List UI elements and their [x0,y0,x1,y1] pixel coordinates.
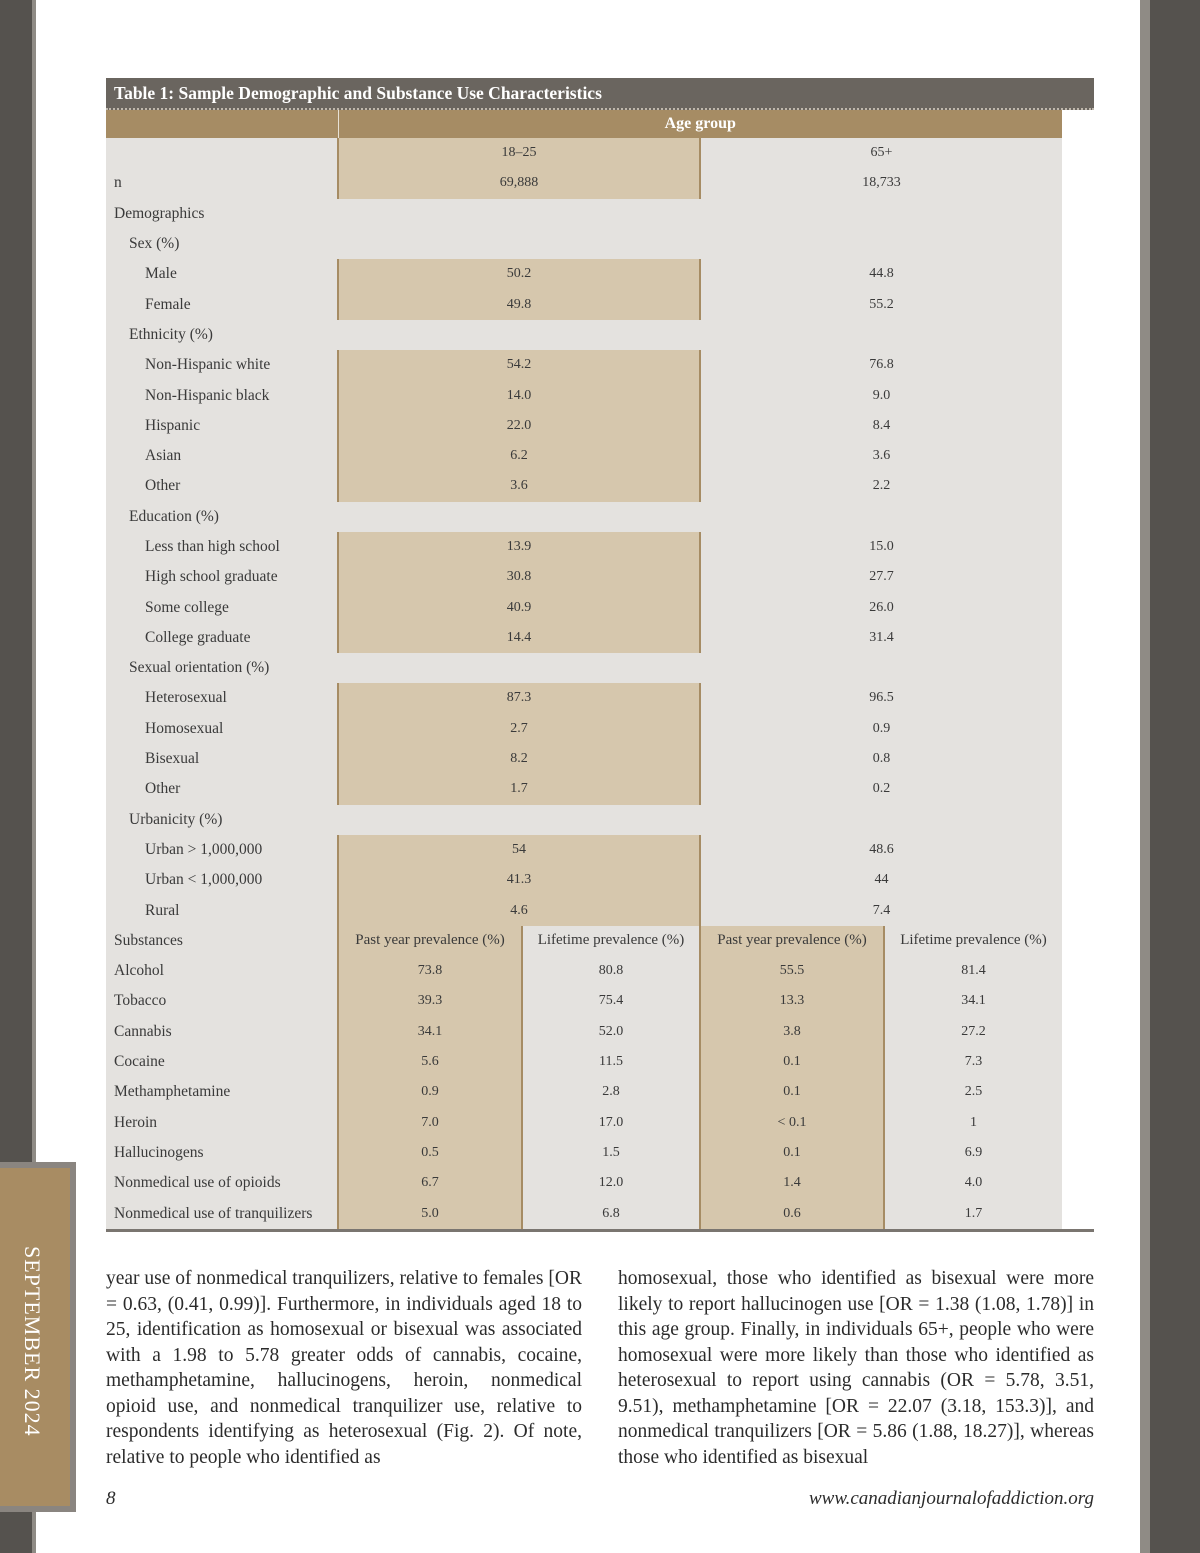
table-row [106,1198,1062,1228]
table-row [106,956,1062,986]
value: 81.4 [884,956,1062,986]
table-row [106,471,1062,501]
value: 7.0 [338,1108,522,1138]
table-row [106,441,1062,471]
value-65-plus: 8.4 [700,411,1062,441]
value-18-25: 8.2 [338,744,700,774]
section-sexual-orientation: Sexual orientation (%) [106,653,1062,683]
section-row [106,320,1062,350]
body-text-left: year use of nonmedical tranquilizers, relative to females [OR = 0.63, (0.41, 0.99)]. Furthermore, in individuals aged 18 to 25, identification as homosexual or bisexual was associated with a 1.98 to 5.78 greater odds of cannabis, cocaine, methamphetamine, hallucinogens, heroin, nonmedical opioid use, and nonmedical tranquilizer use, relative to respondents identifying as heterosexual (Fig. 2). Of note, relative to people who identified as [106,1268,582,1468]
header-past-year-65-plus: Past year prevalence (%) [700,926,884,956]
issue-date: SEPTEMBER 2024 [20,1246,45,1437]
value: 13.3 [700,986,884,1016]
value-18-25: 54 [338,835,700,865]
value-65-plus: 48.6 [700,835,1062,865]
substance-label: Heroin [106,1108,338,1138]
value: 0.5 [338,1138,522,1168]
value: 0.1 [700,1138,884,1168]
value: 12.0 [522,1168,700,1198]
value: 6.8 [522,1198,700,1228]
value-65-plus: 27.7 [700,562,1062,592]
table-row [106,380,1062,410]
value-65-plus: 55.2 [700,289,1062,319]
group-65-plus: 65+ [700,138,1062,168]
value-18-25: 40.9 [338,592,700,622]
value: 52.0 [522,1017,700,1047]
table-row [106,562,1062,592]
value: 6.7 [338,1168,522,1198]
table-row [106,986,1062,1016]
table-row [106,623,1062,653]
age-groups-row [106,138,1062,168]
value: 1.4 [700,1168,884,1198]
substance-label: Cocaine [106,1047,338,1077]
value-65-plus: 0.2 [700,774,1062,804]
row-label: Other [106,471,338,501]
table-title: Table 1: Sample Demographic and Substance Use Characteristics [106,78,1094,110]
value-65-plus: 2.2 [700,471,1062,501]
table-row [106,865,1062,895]
table-row [106,259,1062,289]
row-label: Non-Hispanic black [106,380,338,410]
value: 0.1 [700,1047,884,1077]
section-row [106,653,1062,683]
value: 11.5 [522,1047,700,1077]
row-label: Non-Hispanic white [106,350,338,380]
value-65-plus: 44 [700,865,1062,895]
value: 3.8 [700,1017,884,1047]
substances-label: Substances [106,926,338,956]
value: 2.5 [884,1077,1062,1107]
value-65-plus: 3.6 [700,441,1062,471]
body-text-right: homosexual, those who identified as bisexual were more likely to report hallucinogen use [OR = 1.38 (1.08, 1.78)] in this age group. Finally, in individuals 65+, people who were homosexual were more likely than those who identified as heterosexual to report using cannabis (OR = 5.78, 3.51, 9.51), methamphetamine [OR = 22.07 (3.18, 153.3)], and nonmedical tranquilizers [OR = 5.86 (1.88, 18.27)], whereas those who identified as bisexual [618,1268,1094,1468]
value: 2.8 [522,1077,700,1107]
value-18-25: 2.7 [338,714,700,744]
value-18-25: 22.0 [338,411,700,441]
value: 1.7 [884,1198,1062,1228]
table-row [106,744,1062,774]
value: < 0.1 [700,1108,884,1138]
value: 7.3 [884,1047,1062,1077]
table-row [106,532,1062,562]
row-label: Asian [106,441,338,471]
right-margin-stripe [1140,0,1150,1553]
table-row [106,835,1062,865]
value-65-plus: 9.0 [700,380,1062,410]
value: 80.8 [522,956,700,986]
value-18-25: 87.3 [338,683,700,713]
value: 4.0 [884,1168,1062,1198]
section-row [106,502,1062,532]
table-row [106,774,1062,804]
row-label: Urban > 1,000,000 [106,835,338,865]
table-row [106,895,1062,925]
substance-label: Cannabis [106,1017,338,1047]
header-lifetime-18-25: Lifetime prevalence (%) [522,926,700,956]
table-row [106,683,1062,713]
row-label: Female [106,289,338,319]
demographics-table [106,110,1062,1229]
value-18-25: 54.2 [338,350,700,380]
value-18-25: 49.8 [338,289,700,319]
row-label: Other [106,774,338,804]
value-65-plus: 26.0 [700,592,1062,622]
value: 1.5 [522,1138,700,1168]
value: 17.0 [522,1108,700,1138]
n-label: n [106,168,338,198]
substance-label: Methamphetamine [106,1077,338,1107]
n-row [106,168,1062,198]
value: 34.1 [338,1017,522,1047]
value-18-25: 50.2 [338,259,700,289]
row-label: Male [106,259,338,289]
value: 39.3 [338,986,522,1016]
n-18-25: 69,888 [338,168,700,198]
table-row [106,1017,1062,1047]
table-row [106,289,1062,319]
table-row [106,592,1062,622]
value-18-25: 13.9 [338,532,700,562]
value-65-plus: 31.4 [700,623,1062,653]
value: 6.9 [884,1138,1062,1168]
value-18-25: 3.6 [338,471,700,501]
value-65-plus: 15.0 [700,532,1062,562]
row-label: Homosexual [106,714,338,744]
substance-label: Hallucinogens [106,1138,338,1168]
group-18-25: 18–25 [338,138,700,168]
journal-website: www.canadianjournalofaddiction.org [808,1488,1094,1509]
value-18-25: 14.4 [338,623,700,653]
value-18-25: 30.8 [338,562,700,592]
value: 55.5 [700,956,884,986]
section-row [106,805,1062,835]
value: 5.6 [338,1047,522,1077]
value-18-25: 41.3 [338,865,700,895]
value-18-25: 6.2 [338,441,700,471]
value-65-plus: 0.9 [700,714,1062,744]
value: 0.1 [700,1077,884,1107]
value-65-plus: 96.5 [700,683,1062,713]
age-group-header-row [106,110,1062,138]
age-group-label: Age group [338,110,1062,138]
section-row [106,199,1062,229]
table-row [106,1168,1062,1198]
section-urbanicity: Urbanicity (%) [106,805,1062,835]
value: 1 [884,1108,1062,1138]
value-18-25: 1.7 [338,774,700,804]
table-row [106,714,1062,744]
value-65-plus: 7.4 [700,895,1062,925]
section-sex: Sex (%) [106,229,1062,259]
table-row [106,350,1062,380]
section-ethnicity: Ethnicity (%) [106,320,1062,350]
header-lifetime-65-plus: Lifetime prevalence (%) [884,926,1062,956]
value: 27.2 [884,1017,1062,1047]
value-65-plus: 44.8 [700,259,1062,289]
table-1 [106,78,1094,1232]
value: 0.6 [700,1198,884,1228]
row-label: Heterosexual [106,683,338,713]
value: 5.0 [338,1198,522,1228]
section-education: Education (%) [106,502,1062,532]
table-bottom-rule [106,1229,1094,1232]
row-label: Rural [106,895,338,925]
row-label: Bisexual [106,744,338,774]
value-65-plus: 76.8 [700,350,1062,380]
table-row [106,1077,1062,1107]
row-label: Hispanic [106,411,338,441]
header-past-year-18-25: Past year prevalence (%) [338,926,522,956]
table-row [106,1047,1062,1077]
n-65-plus: 18,733 [700,168,1062,198]
row-label: College graduate [106,623,338,653]
row-label: Urban < 1,000,000 [106,865,338,895]
row-label: High school graduate [106,562,338,592]
section-row [106,229,1062,259]
value-18-25: 4.6 [338,895,700,925]
substance-label: Tobacco [106,986,338,1016]
value: 75.4 [522,986,700,1016]
right-margin-bar [1150,0,1200,1553]
row-label: Some college [106,592,338,622]
substance-label: Nonmedical use of opioids [106,1168,338,1198]
value-18-25: 14.0 [338,380,700,410]
substances-header-row [106,926,1062,956]
table-row [106,411,1062,441]
value: 0.9 [338,1077,522,1107]
value-65-plus: 0.8 [700,744,1062,774]
row-label: Less than high school [106,532,338,562]
table-row [106,1108,1062,1138]
section-demographics: Demographics [106,199,1062,229]
substance-label: Nonmedical use of tranquilizers [106,1198,338,1228]
substance-label: Alcohol [106,956,338,986]
value: 34.1 [884,986,1062,1016]
value: 73.8 [338,956,522,986]
page-number: 8 [106,1488,116,1509]
table-row [106,1138,1062,1168]
